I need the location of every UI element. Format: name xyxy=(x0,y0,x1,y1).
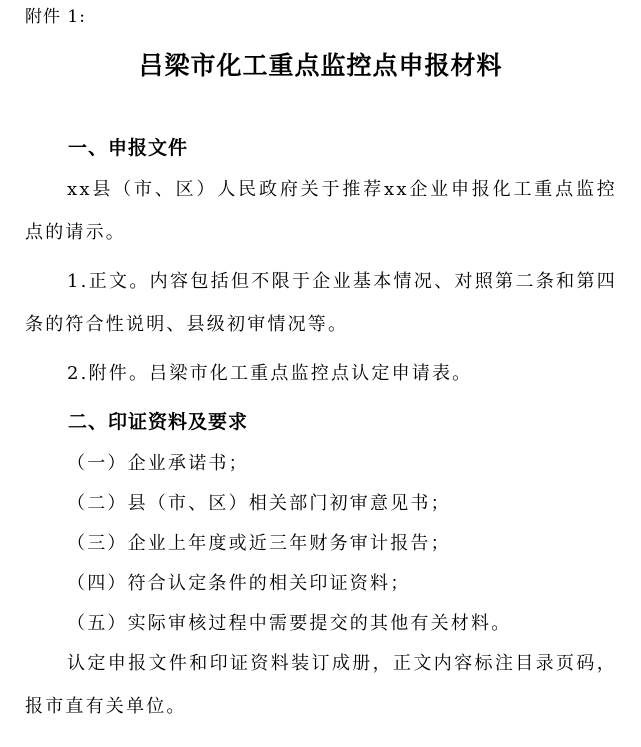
list-item-commitment-letter: （一）企业承诺书； xyxy=(67,453,249,474)
document-title: 吕梁市化工重点监控点申报材料 xyxy=(138,51,503,80)
section-heading-application-documents: 一、申报文件 xyxy=(68,137,189,159)
paragraph-main-text: 1.正文。内容包括但不限于企业基本情况、对照第二条和第四条的符合性说明、县级初审情况等。 xyxy=(25,271,617,335)
paragraph-request-letter: xx县（市、区）人民政府关于推荐xx企业申报化工重点监控点的请示。 xyxy=(25,179,617,243)
list-item-supporting-evidence: （四）符合认定条件的相关印证资料； xyxy=(67,573,411,594)
attachment-label: 附件 1: xyxy=(25,7,86,27)
list-item-other-materials: （五）实际审核过程中需要提交的其他有关材料。 xyxy=(67,613,512,634)
section-heading-supporting-materials: 二、印证资料及要求 xyxy=(68,411,249,433)
paragraph-closing-instructions: 认定申报文件和印证资料装订成册，正文内容标注目录页码，报市直有关单位。 xyxy=(25,653,617,717)
paragraph-attachment: 2.附件。吕梁市化工重点监控点认定申请表。 xyxy=(67,363,473,384)
list-item-county-review-opinion: （二）县（市、区）相关部门初审意见书； xyxy=(67,493,451,514)
list-item-financial-audit-report: （三）企业上年度或近三年财务审计报告； xyxy=(67,533,451,554)
